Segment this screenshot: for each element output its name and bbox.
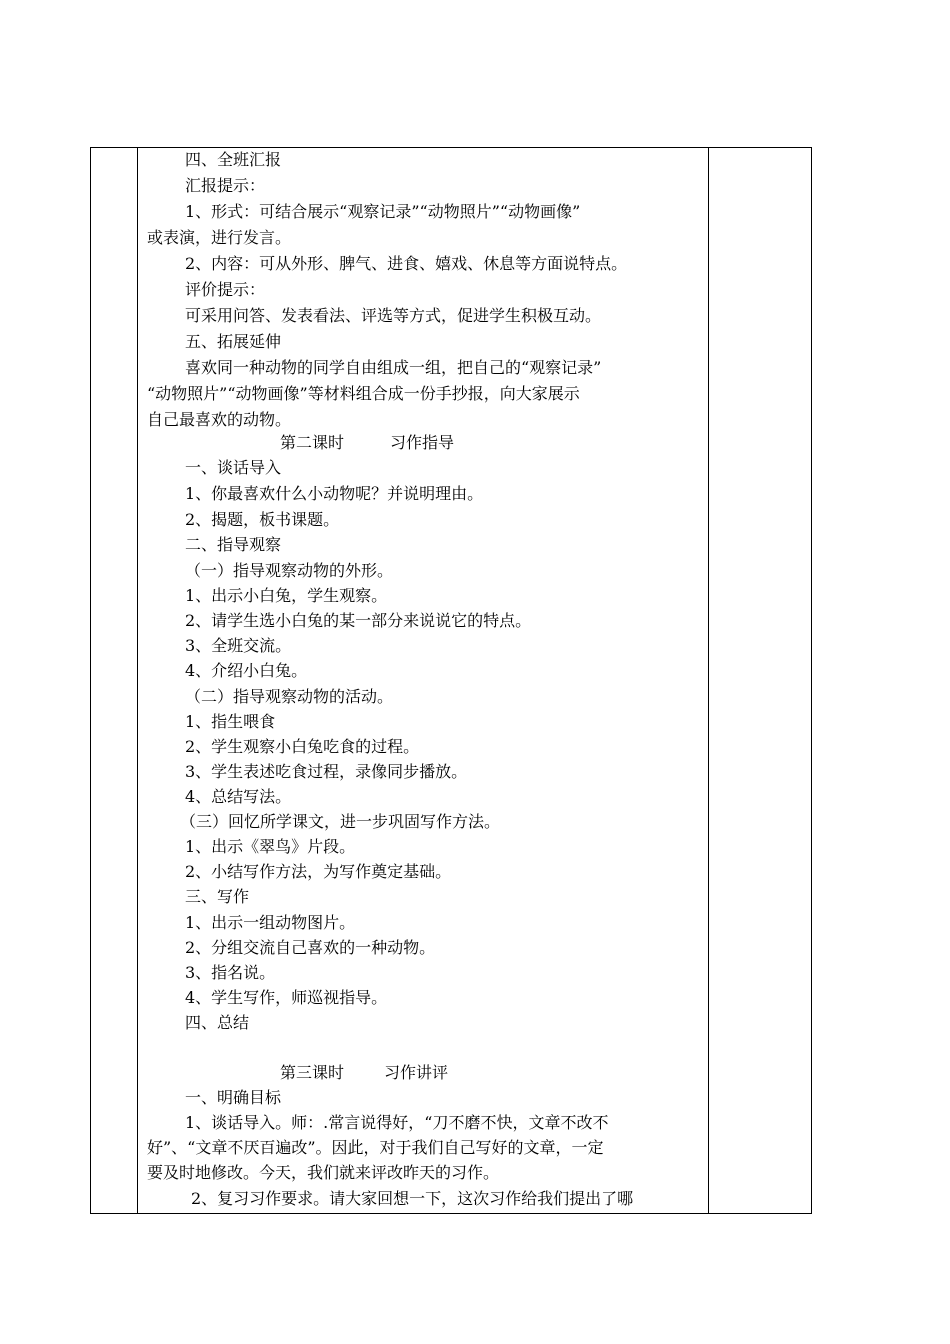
- text-line: 2、内容：可从外形、脾气、进食、嬉戏、休息等方面说特点。: [185, 254, 628, 273]
- lesson-period: 第二课时: [280, 433, 345, 452]
- text-line: 2、分组交流自己喜欢的一种动物。: [185, 938, 436, 957]
- lesson-title: [280, 430, 454, 456]
- text-line: 2、学生观察小白兔吃食的过程。: [185, 737, 420, 756]
- column-divider-left: [137, 148, 138, 1213]
- subsection-heading: （三）回忆所学课文，进一步巩固写作方法。: [180, 812, 501, 831]
- text-line: 或表演，进行发言。: [147, 228, 292, 247]
- text-line: 1、形式：可结合展示“观察记录”“动物照片”“动物画像”: [185, 202, 581, 221]
- lesson-period: 第三课时: [280, 1063, 345, 1082]
- text-line: 4、学生写作，师巡视指导。: [185, 988, 388, 1007]
- text-line: 1、谈话导入。师：.常言说得好，“刀不磨不快，文章不改不: [185, 1113, 609, 1132]
- lesson-title: [280, 1060, 448, 1086]
- text-line: 3、全班交流。: [185, 636, 292, 655]
- section-heading: 一、谈话导入: [185, 458, 282, 477]
- lesson-topic: 习作指导: [390, 433, 455, 452]
- text-line: 1、出示《翠鸟》片段。: [185, 837, 356, 856]
- text-line: 2、请学生选小白兔的某一部分来说说它的特点。: [185, 611, 532, 630]
- text-line: 2、小结写作方法，为写作奠定基础。: [185, 862, 452, 881]
- text-line: 评价提示：: [185, 280, 266, 299]
- text-line: 2、复习习作要求。请大家回想一下，这次习作给我们提出了哪: [191, 1189, 634, 1208]
- text-line: 喜欢同一种动物的同学自由组成一组，把自己的“观察记录”: [185, 358, 602, 377]
- section-heading: 四、总结: [185, 1013, 250, 1032]
- text-line: “动物照片”“动物画像”等材料组合成一份手抄报，向大家展示: [147, 384, 580, 403]
- section-heading: 一、明确目标: [185, 1088, 282, 1107]
- text-line: 要及时地修改。今天，我们就来评改昨天的习作。: [147, 1163, 500, 1182]
- section-heading: 二、指导观察: [185, 535, 282, 554]
- subsection-heading: （二）指导观察动物的活动。: [185, 687, 394, 706]
- text-line: 1、出示小白兔，学生观察。: [185, 586, 388, 605]
- text-line: 3、学生表述吃食过程，录像同步播放。: [185, 762, 468, 781]
- text-line: 自己最喜欢的动物。: [147, 410, 292, 429]
- text-line: 3、指名说。: [185, 963, 276, 982]
- text-line: 1、你最喜欢什么小动物呢？并说明理由。: [185, 484, 484, 503]
- text-line: 4、总结写法。: [185, 787, 292, 806]
- text-line: 2、揭题，板书课题。: [185, 510, 340, 529]
- text-line: 好”、“文章不厌百遍改”。因此，对于我们自己写好的文章，一定: [147, 1138, 604, 1157]
- text-line: 4、介绍小白兔。: [185, 661, 308, 680]
- lesson-topic: 习作讲评: [384, 1063, 449, 1082]
- subsection-heading: （一）指导观察动物的外形。: [185, 561, 394, 580]
- section-heading: 四、全班汇报: [185, 150, 282, 169]
- text-line: 可采用问答、发表看法、评选等方式，促进学生积极互动。: [185, 306, 602, 325]
- section-heading: 五、拓展延伸: [185, 332, 282, 351]
- text-line: 1、指生喂食: [185, 712, 276, 731]
- text-line: 汇报提示：: [185, 176, 266, 195]
- text-line: 1、出示一组动物图片。: [185, 913, 356, 932]
- section-heading: 三、写作: [185, 887, 250, 906]
- column-divider-right: [708, 148, 709, 1213]
